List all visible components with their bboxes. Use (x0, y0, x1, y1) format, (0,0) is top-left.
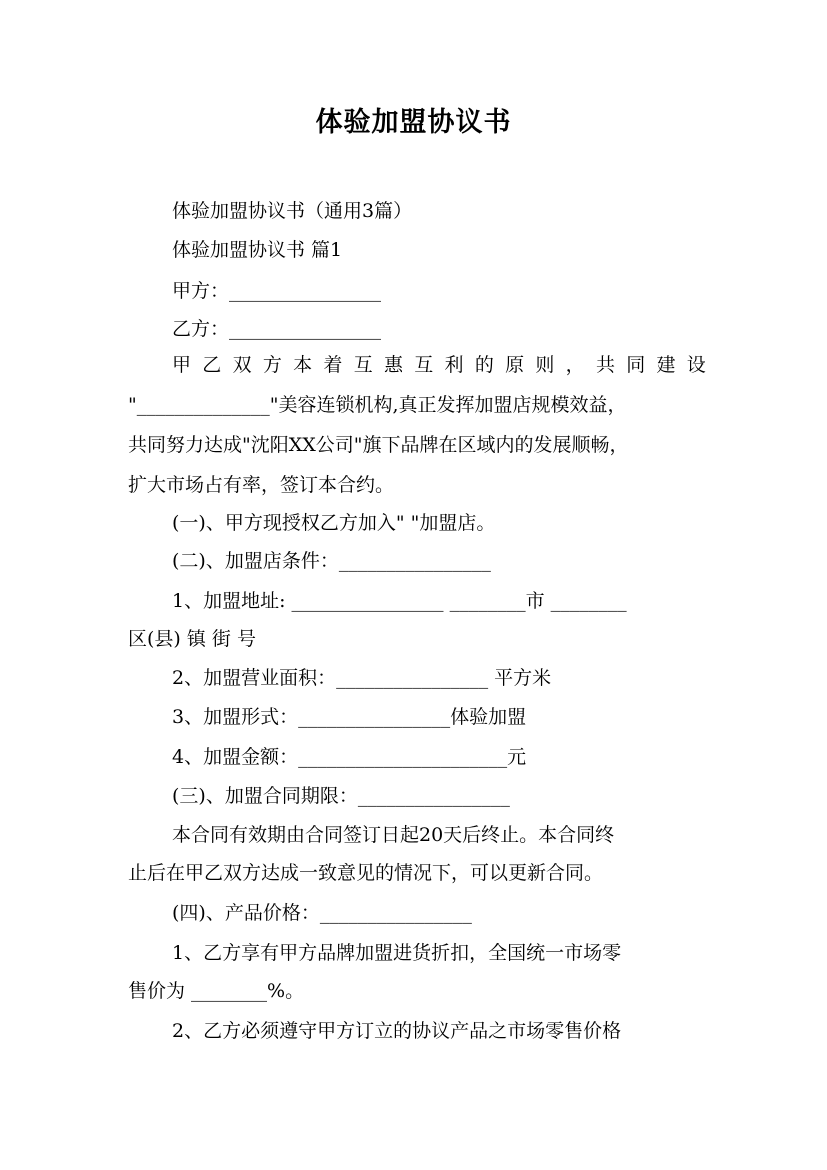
price-rule-line: 2、乙方必须遵守甲方订立的协议产品之市场零售价格 (172, 1020, 622, 1042)
justified-char: 惠 (383, 354, 403, 376)
clause-2-line: (二)、加盟店条件：________________ (172, 550, 491, 572)
justified-char: 则 (535, 354, 555, 376)
form-line: 3、加盟形式：________________体验加盟 (172, 706, 527, 728)
justified-char: 互 (353, 354, 373, 376)
amount-line: 4、加盟金额：______________________元 (172, 746, 527, 768)
area-line: 2、加盟营业面积：________________ 平方米 (172, 667, 552, 689)
paragraph-line: "______________"美容连锁机构,真正发挥加盟店规模效益， (128, 394, 627, 416)
justified-char: 原 (505, 354, 525, 376)
justified-char: 利 (444, 354, 464, 376)
paragraph-line (172, 352, 706, 378)
justified-char: 同 (626, 354, 646, 376)
justified-char: ， (565, 354, 585, 376)
term-line-cont: 止后在甲乙双方达成一致意见的情况下，可以更新合同。 (128, 862, 604, 884)
term-line: 本合同有效期由合同签订日起20天后终止。本合同终 (172, 824, 615, 846)
justified-char: 双 (232, 354, 252, 376)
price-line-cont: 售价为 ________%。 (128, 980, 305, 1002)
party-b-line: 乙方：________________ (172, 318, 382, 340)
clause-3-line: (三)、加盟合同期限：________________ (172, 785, 510, 807)
section-heading: 体验加盟协议书 篇1 (172, 239, 343, 261)
justified-char: 共 (595, 354, 615, 376)
paragraph-line: 扩大市场占有率，签订本合约。 (128, 474, 395, 496)
justified-char: 本 (293, 354, 313, 376)
address-line: 1、加盟地址: ________________ ________市 ________ (172, 590, 627, 612)
document-title: 体验加盟协议书 (315, 107, 512, 138)
address-line-cont: 区(县) 镇 街 号 (128, 628, 256, 650)
justified-char: 设 (686, 354, 706, 376)
party-a-line: 甲方：________________ (172, 280, 382, 302)
justified-char: 着 (323, 354, 343, 376)
paragraph-line: 共同努力达成"沈阳XX公司"旗下品牌在区域内的发展顺畅， (128, 434, 629, 456)
justified-char: 方 (262, 354, 282, 376)
clause-1-line: (一)、甲方现授权乙方加入" "加盟店。 (172, 512, 496, 534)
justified-char: 互 (414, 354, 434, 376)
justified-char: 建 (656, 354, 676, 376)
subtitle-line: 体验加盟协议书（通用3篇） (172, 200, 413, 222)
clause-4-line: (四)、产品价格：________________ (172, 902, 472, 924)
justified-char: 甲 (172, 354, 192, 376)
justified-char: 的 (474, 354, 494, 376)
price-line: 1、乙方享有甲方品牌加盟进货折扣，全国统一市场零 (172, 942, 622, 964)
justified-char: 乙 (202, 354, 222, 376)
